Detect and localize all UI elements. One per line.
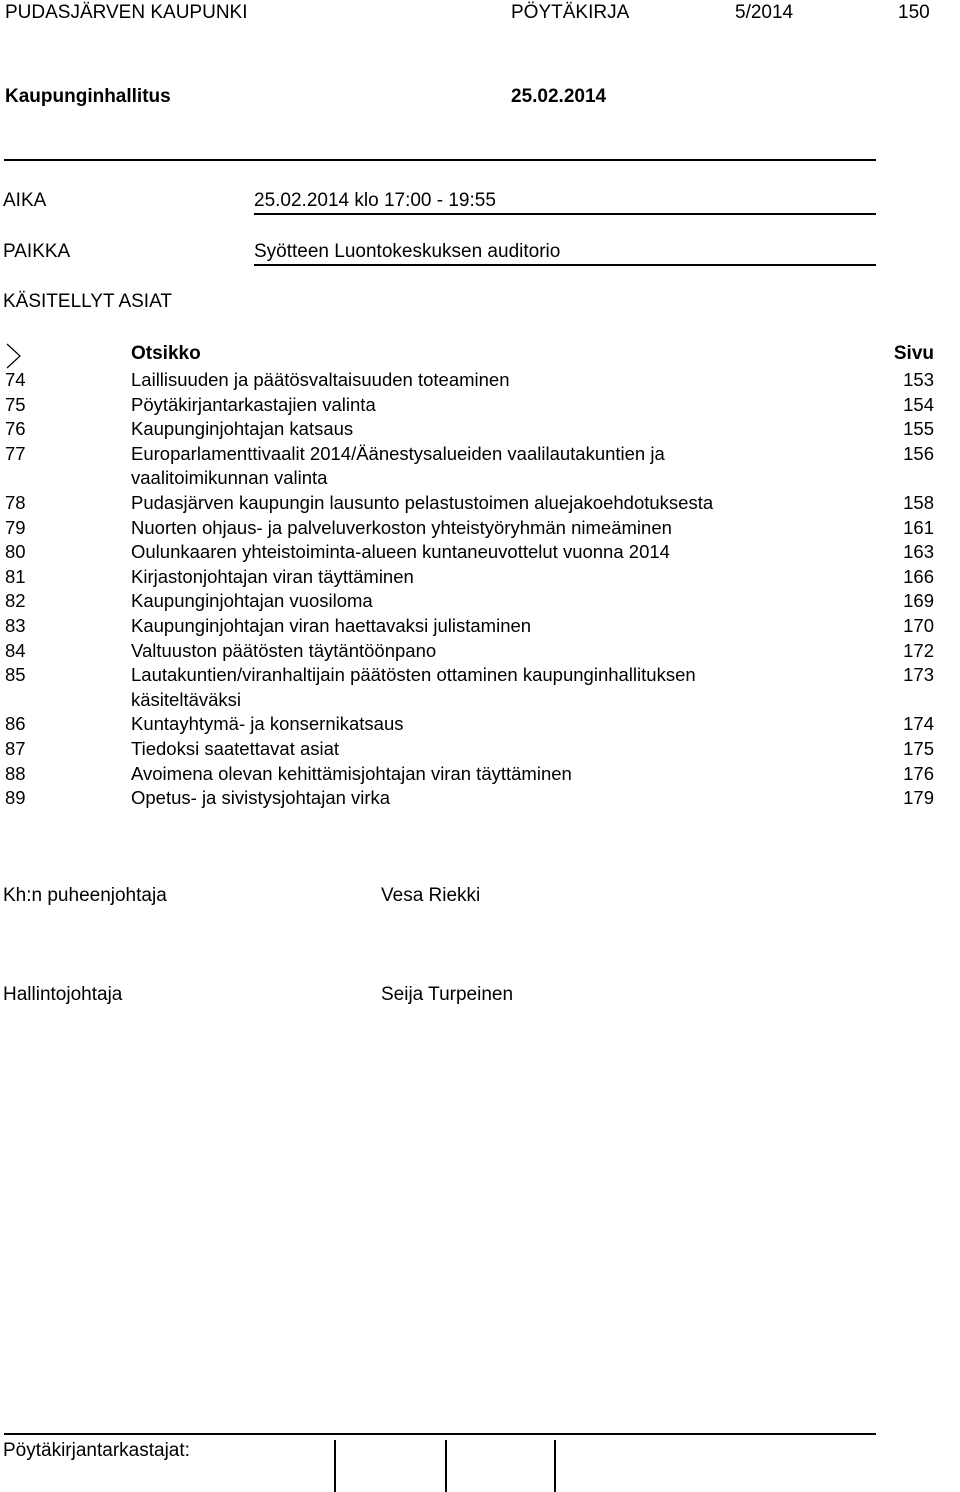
- signature-box-divider: [554, 1440, 556, 1466]
- table-row: [0, 736, 960, 761]
- item-number: 78: [5, 492, 26, 513]
- secretary-name: Seija Turpeinen: [381, 984, 514, 1005]
- item-title: Laillisuuden ja päätösvaltaisuuden toteaminen: [131, 369, 510, 390]
- item-page: 176: [903, 762, 934, 784]
- item-number: 76: [5, 418, 26, 440]
- municipality-name: PUDASJÄRVEN KAUPUNKI: [5, 2, 248, 23]
- document-type: PÖYTÄKIRJA: [511, 2, 630, 23]
- time-value: 25.02.2014 klo 17:00 - 19:55: [254, 190, 496, 211]
- item-page: 154: [903, 393, 934, 415]
- item-title: Kaupunginjohtajan vuosiloma: [131, 590, 373, 612]
- item-page: 161: [903, 516, 934, 538]
- item-title: Tiedoksi saatettavat asiat: [131, 738, 340, 759]
- item-number: 83: [5, 615, 26, 636]
- item-title-continued: käsiteltäväksi: [131, 688, 242, 710]
- item-title: Europarlamenttivaalit 2014/Äänestysalueiden vaalilautakuntien ja: [131, 442, 665, 464]
- item-number: 85: [5, 664, 26, 686]
- table-row: [0, 441, 960, 490]
- item-title: Valtuuston päätösten täytäntöönpano: [131, 639, 437, 661]
- signature-box-divider: [445, 1440, 447, 1466]
- item-title: Opetus- ja sivistysjohtajan virka: [131, 787, 391, 809]
- column-header-title: Otsikko: [131, 343, 201, 364]
- place-label: PAIKKA: [3, 241, 71, 262]
- signature-box-divider: [334, 1466, 336, 1492]
- table-row: [0, 638, 960, 663]
- signature-box-divider: [554, 1466, 556, 1492]
- item-number: 88: [5, 762, 26, 784]
- item-page: 169: [903, 590, 934, 612]
- item-number: 79: [5, 516, 26, 538]
- item-page: 172: [903, 639, 934, 661]
- table-corner-mark: [5, 342, 25, 370]
- table-row: [0, 490, 960, 515]
- signature-box-divider: [445, 1466, 447, 1492]
- item-number: 80: [5, 541, 26, 563]
- item-page: 179: [903, 787, 934, 809]
- item-page: 155: [903, 418, 934, 440]
- item-number: 87: [5, 738, 26, 759]
- table-row: [0, 711, 960, 736]
- time-underline: [254, 213, 876, 215]
- table-row: [0, 613, 960, 638]
- item-number: 82: [5, 590, 26, 612]
- column-header-page: Sivu: [893, 343, 934, 364]
- meeting-date: 25.02.2014: [511, 86, 607, 107]
- item-page: 163: [903, 541, 934, 563]
- chair-role: Kh:n puheenjohtaja: [3, 885, 167, 906]
- table-row: [0, 785, 960, 810]
- item-number: 74: [5, 369, 26, 390]
- time-label: AIKA: [3, 190, 47, 211]
- section-title: KÄSITELLYT ASIAT: [3, 291, 172, 312]
- item-number: 86: [5, 713, 26, 735]
- header-divider: [4, 159, 876, 161]
- item-title: Kaupunginjohtajan katsaus: [131, 418, 354, 440]
- reviewers-label: Pöytäkirjantarkastajat:: [3, 1440, 190, 1461]
- footer-divider: [4, 1433, 876, 1435]
- document-number: 5/2014: [735, 2, 794, 23]
- table-row: [0, 367, 960, 392]
- item-number: 77: [5, 442, 26, 464]
- item-page: 156: [903, 442, 934, 464]
- table-row: [0, 564, 960, 589]
- item-number: 75: [5, 393, 26, 415]
- table-row: [0, 662, 960, 711]
- item-page: 153: [903, 369, 934, 390]
- item-page: 166: [903, 565, 934, 587]
- item-page: 175: [903, 738, 934, 759]
- table-row: [0, 416, 960, 441]
- secretary-role: Hallintojohtaja: [3, 984, 123, 1005]
- chair-name: Vesa Riekki: [381, 885, 481, 906]
- item-page: 170: [903, 615, 934, 636]
- item-title: Avoimena olevan kehittämisjohtajan viran täyttäminen: [131, 762, 572, 784]
- item-title: Nuorten ohjaus- ja palveluverkoston yhteistyöryhmän nimeäminen: [131, 516, 672, 538]
- item-title: Kirjastonjohtajan viran täyttäminen: [131, 565, 414, 587]
- item-number: 84: [5, 639, 26, 661]
- item-page: 173: [903, 664, 934, 686]
- item-number: 81: [5, 565, 26, 587]
- item-page: 174: [903, 713, 934, 735]
- table-row: [0, 515, 960, 540]
- page-number: 150: [898, 2, 930, 23]
- item-title: Kuntayhtymä- ja konsernikatsaus: [131, 713, 404, 735]
- place-value: Syötteen Luontokeskuksen auditorio: [254, 241, 561, 262]
- item-title: Lautakuntien/viranhaltijain päätösten ottaminen kaupunginhallituksen: [131, 664, 696, 686]
- item-title: Kaupunginjohtajan viran haettavaksi julistaminen: [131, 615, 532, 636]
- item-title: Oulunkaaren yhteistoiminta-alueen kuntaneuvottelut vuonna 2014: [131, 541, 670, 563]
- table-row: [0, 539, 960, 564]
- meeting-body: Kaupunginhallitus: [5, 86, 171, 107]
- item-page: 158: [903, 492, 934, 513]
- table-row: [0, 761, 960, 786]
- table-row: [0, 392, 960, 417]
- item-title: Pöytäkirjantarkastajien valinta: [131, 393, 376, 415]
- item-title-continued: vaalitoimikunnan valinta: [131, 467, 328, 489]
- item-title: Pudasjärven kaupungin lausunto pelastustoimen aluejakoehdotuksesta: [131, 492, 714, 513]
- table-row: [0, 588, 960, 613]
- signature-box-divider: [334, 1440, 336, 1466]
- item-number: 89: [5, 787, 26, 809]
- place-underline: [254, 264, 876, 266]
